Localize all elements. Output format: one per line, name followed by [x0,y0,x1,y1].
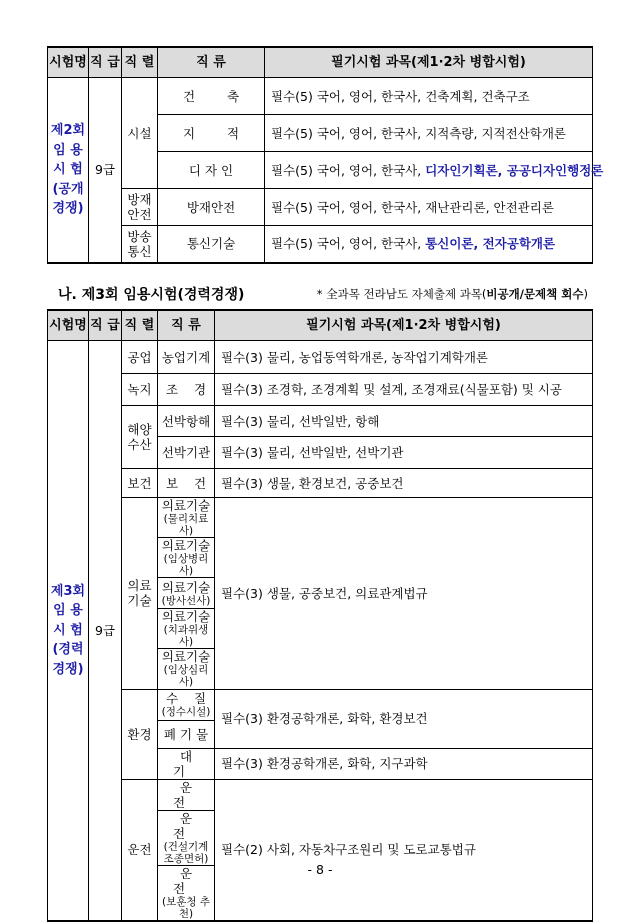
category-cell [158,689,215,720]
category-sub: (임상병리사) [163,553,209,578]
category-text: 대 기 [172,748,207,779]
subjects-cell: 필수(3) 생물, 공중보건, 의료관계법규 [215,498,593,690]
exam-table-round2 [47,46,604,264]
category-cell [158,578,215,609]
subjects-cell: 필수(3) 환경공학개론, 화학, 환경보건 [215,689,593,748]
note-bold: 비공개/문제책 회수 [486,287,584,301]
subjects-cell: 필수(3) 물리, 선박일반, 항해 [215,406,593,437]
category-text: 조 경 [165,382,213,397]
series-green: 녹지 [122,374,158,406]
header-category: 직 류 [158,47,265,78]
category-cell [158,498,215,538]
subjects-cell [265,152,604,189]
category-text: 의료기술 [161,649,211,665]
category-text: 의료기술 [161,498,211,513]
subjects-cell [265,226,593,263]
series-medtech: 의료 기술 [122,498,158,690]
note-prefix: * 全과목 전라남도 자체출제 과목( [316,287,487,301]
header-subjects: 필기시험 과목(제1·2차 병합시험) [265,47,593,78]
section-heading: 나. 제3회 임용시험(경력경쟁) [58,287,245,303]
category-text: 의료기술 [161,538,211,554]
category-cell [158,779,215,810]
subjects-cell: 필수(2) 사회, 자동차구조원리 및 도로교통법규 [215,779,593,921]
category-cell [158,538,215,578]
subjects-cell: 필수(3) 물리, 농업동역학개론, 농작업기계학개론 [215,341,593,374]
category-cell [158,810,215,865]
exam-table-round3 [47,309,593,922]
category-cell [158,152,265,189]
subjects-cell [265,78,593,115]
category-text: 건 축 [182,88,254,104]
grade-cell: 9급 [89,78,122,263]
category-cell [158,115,265,152]
header-grade: 직 급 [89,47,122,78]
subjects-cell: 필수(3) 조경학, 조경계획 및 설계, 조경재료(식물포함) 및 시공 [215,374,593,406]
round-line: 임 용 [53,603,83,619]
round-line: 경쟁) [52,201,84,216]
category-text: 운 전 [172,779,207,810]
round-line: 제3회 [50,583,86,599]
subjects-highlight: 통신이론, 전자공학개론 [425,236,556,252]
page-number: - 8 - [307,862,333,877]
category-text: 의료기술 [161,579,211,595]
round-label [48,78,89,263]
category-text: 운 전 [172,865,207,896]
category-sub: (치과위생사) [163,624,209,649]
subjects-text: 필수(5) 국어, 영어, 한국사, 건축계획, 건축구조 [271,88,530,104]
category-cell: 방재안전 [158,189,265,226]
header-exam-name: 시험명 [48,47,89,78]
section-note [317,286,588,302]
category-text: 디 자 인 [188,162,234,178]
category-cell: 통신기술 [158,226,265,263]
category-cell [158,374,215,406]
category-sub: (임상심리사) [163,664,209,689]
category-cell [158,469,215,498]
category-cell: 선박기관 [158,437,215,469]
series-marine: 해양 수산 [122,406,158,469]
grade-cell: 9급 [89,341,122,921]
series-broadcast: 방송 통신 [122,226,158,263]
subjects-text: 필수(5) 국어, 영어, 한국사, 지적측량, 지적전산학개론 [271,125,566,141]
category-cell [158,748,215,779]
subjects-cell: 필수(5) 국어, 영어, 한국사, 재난관리론, 안전관리론 [265,189,593,226]
category-cell [158,78,265,115]
series-disaster: 방재 안전 [122,189,158,226]
note-suffix: ) [583,287,588,301]
category-sub: (보훈청 추천) [161,895,210,920]
category-text: 지 적 [182,125,254,141]
category-cell: 농업기계 [158,341,215,374]
series-health: 보건 [122,469,158,498]
round-line: 시 험 [53,622,83,638]
category-text: 운 전 [172,810,207,841]
round-line: 임 용 [53,142,83,158]
category-text: 보 건 [165,475,213,491]
series-facility: 시설 [122,78,158,189]
category-text: 의료기술 [161,609,211,625]
category-cell: 선박항해 [158,406,215,437]
category-cell [158,649,215,689]
header-category: 직 류 [158,310,215,341]
round-line: (경력 [52,642,84,658]
subjects-text: 필수(5) 국어, 영어, 한국사, [271,162,426,178]
round-line: 제2회 [50,123,86,138]
category-cell: 폐 기 물 [158,720,215,748]
subjects-highlight: 디자인기획론, 공공디자인행정론 [425,162,604,178]
series-environment: 환경 [122,689,158,779]
subjects-cell [265,115,593,152]
round-line: (공개 [52,181,84,197]
header-grade: 직 급 [89,310,122,341]
header-series: 직 렬 [122,47,158,78]
category-cell [158,609,215,649]
header-subjects: 필기시험 과목(제1·2차 병합시험) [215,310,593,341]
category-sub: (정수시설) [161,705,211,718]
category-sub: (건설기계 조종면허) [163,840,209,865]
header-exam-name: 시험명 [48,310,89,341]
round-line: 시 험 [53,162,83,177]
category-text: 수 질 [165,690,213,706]
subjects-cell: 필수(3) 생물, 환경보건, 공중보건 [215,469,593,498]
round-line: 경쟁) [52,661,84,677]
subjects-text: 필수(5) 국어, 영어, 한국사, [271,236,426,252]
category-sub: (방사선사) [161,594,211,607]
series-driving: 운전 [122,779,158,921]
series-industry: 공업 [122,341,158,374]
subjects-cell: 필수(3) 물리, 선박일반, 선박기관 [215,437,593,469]
subjects-cell: 필수(3) 환경공학개론, 화학, 지구과학 [215,748,593,779]
header-series: 직 렬 [122,310,158,341]
round-label [48,341,89,921]
category-sub: (물리치료사) [163,513,209,538]
